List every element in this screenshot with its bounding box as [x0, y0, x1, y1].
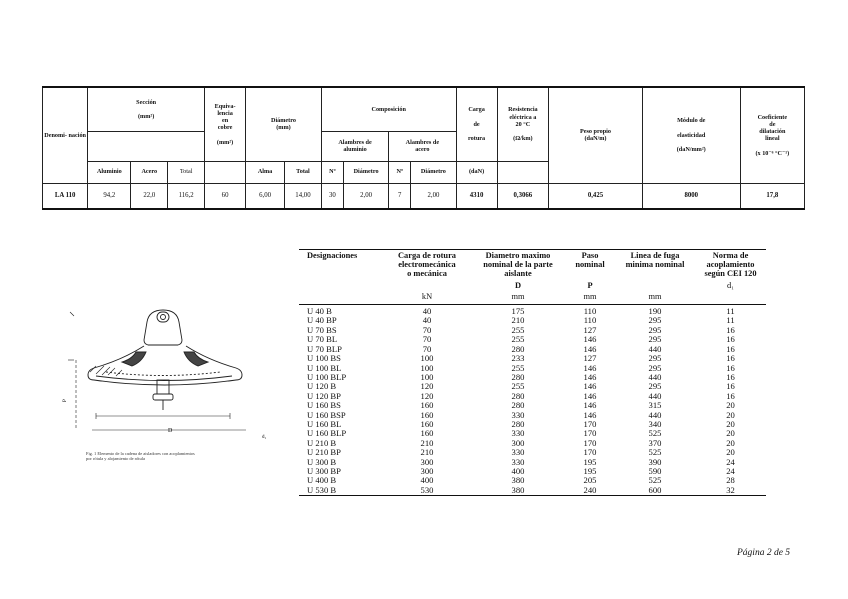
cell-denominacion: LA 110 [43, 183, 88, 209]
cell-diametro-acero: 2,00 [411, 183, 456, 209]
table-cell: 170 [583, 447, 597, 458]
table-cell: 295 [648, 362, 662, 373]
table-cell: 390 [648, 456, 662, 467]
table-cell: 280 [511, 418, 525, 429]
header-alambres-acero: Alambres de acero [389, 131, 456, 161]
table-cell: U 70 BS [307, 324, 337, 335]
table-cell: U 120 BP [307, 390, 341, 401]
symbol-4 [615, 278, 695, 293]
cell-n-acero: 7 [389, 183, 411, 209]
table-cell: 170 [583, 418, 597, 429]
unit-5 [695, 293, 766, 304]
header-modulo [642, 87, 740, 183]
table-cell: 24 [726, 465, 735, 476]
table-cell: U 300 BP [307, 465, 341, 476]
header-composicion: Composición [321, 87, 456, 131]
table-cell: 530 [383, 486, 471, 496]
subheader-carga-unit: (daN) [456, 161, 497, 183]
table-cell: 295 [648, 353, 662, 364]
cell-acero: 22,0 [131, 183, 168, 209]
table-cell: U 40 BP [307, 315, 337, 326]
table-cell: 20 [726, 447, 735, 458]
unit-3: mm [565, 293, 615, 304]
symbol-3: P [587, 281, 593, 291]
unit-1: kN [383, 293, 471, 304]
table-cell: 146 [583, 409, 597, 420]
table-cell: 255 [511, 362, 525, 373]
col-diametro-maximo: Diametro maximo nominal de la parte aislante [471, 250, 565, 279]
header-resistencia-unit: (Ω/km) [513, 134, 533, 142]
table-row [299, 373, 766, 382]
table-cell: 300 [420, 456, 434, 467]
table-cell: 205 [583, 475, 597, 486]
table-cell: 195 [583, 465, 597, 476]
table-cell: 255 [511, 334, 525, 345]
cable-properties-table [42, 86, 805, 210]
cell-aluminio: 94,2 [88, 183, 131, 209]
cell-peso: 0,425 [549, 183, 643, 209]
cell-diametro-total: 14,00 [285, 183, 322, 209]
table-cell: U 70 BLP [307, 343, 342, 354]
table-cell: 295 [648, 381, 662, 392]
header-carga: Carga de rotura [456, 87, 497, 161]
figure-label-d: D [168, 428, 173, 434]
table-cell: 400 [420, 475, 434, 486]
table-cell: 295 [648, 315, 662, 326]
insulator-rows [299, 305, 766, 496]
table-cell: 160 [420, 418, 434, 429]
table-cell: 110 [583, 306, 597, 317]
insulator-drawing [56, 290, 270, 452]
table-row [299, 345, 766, 354]
unit-2: mm [471, 293, 565, 304]
table-cell: 240 [565, 486, 615, 496]
table-cell: 20 [726, 418, 735, 429]
table-cell: 120 [420, 390, 434, 401]
table-cell: 146 [583, 381, 597, 392]
table-cell: 40 [422, 315, 432, 326]
table-cell: U 210 BP [307, 447, 341, 458]
table-cell: 70 [422, 334, 432, 345]
subheader-equivalencia-empty [205, 161, 246, 183]
table-cell: 195 [583, 456, 597, 467]
table-cell: 280 [511, 390, 525, 401]
table-cell: 210 [511, 315, 525, 326]
header-coeficiente-label: Coeficiente de dilatación lineal [757, 113, 788, 143]
table-cell: U 100 BS [307, 353, 341, 364]
col-carga-rotura: Carga de rotura electromecánica o mecánica [383, 250, 471, 279]
subheader-total: Total [168, 161, 205, 183]
table-cell: 20 [726, 428, 735, 439]
table-cell: 233 [511, 353, 525, 364]
table-cell: 440 [648, 343, 662, 354]
table-cell: U 160 BSP [307, 409, 346, 420]
table-cell: 280 [511, 343, 525, 354]
table-row [299, 382, 766, 391]
col-linea-fuga: Linea de fuga minima nominal [615, 250, 695, 279]
table-cell: 11 [726, 315, 735, 326]
table-cell: 16 [726, 381, 735, 392]
subheader-diametro-acero: Diámetro [411, 161, 456, 183]
table-cell: 160 [420, 428, 434, 439]
table-cell: 330 [511, 428, 525, 439]
insulator-designations-table [299, 249, 766, 496]
table-cell: 255 [511, 381, 525, 392]
table-cell: 525 [648, 428, 662, 439]
cell-carga: 4310 [456, 183, 497, 209]
table-row [299, 476, 766, 485]
symbol-0 [299, 278, 383, 293]
table-cell: 100 [420, 362, 434, 373]
cell-equivalencia: 60 [205, 183, 246, 209]
table-cell: U 210 B [307, 437, 337, 448]
table-cell: 210 [420, 447, 434, 458]
table-cell: 525 [648, 447, 662, 458]
table-cell: 315 [648, 400, 662, 411]
table-cell: 40 [422, 306, 432, 317]
table-cell: 300 [420, 465, 434, 476]
table-cell: 330 [511, 409, 525, 420]
table-cell: 24 [726, 456, 735, 467]
table-cell: 120 [420, 381, 434, 392]
header-resistencia-label: Resistencia eléctrica a 20 °C [508, 106, 538, 128]
table-cell: U 160 BL [307, 418, 342, 429]
table-row [299, 392, 766, 401]
table-cell: U 400 B [307, 475, 337, 486]
subheader-alma: Alma [246, 161, 285, 183]
table-cell: 255 [511, 324, 525, 335]
table-cell: 16 [726, 362, 735, 373]
page-number: Página 2 de 5 [737, 548, 791, 558]
table-cell: 280 [511, 400, 525, 411]
table-cell: 380 [471, 486, 565, 496]
figure-label-d1: d₁ [262, 435, 267, 440]
cell-resistencia: 0,3066 [497, 183, 549, 209]
table-cell: U 70 BL [307, 334, 338, 345]
table-cell: 146 [583, 400, 597, 411]
col-paso: Paso nominal [565, 250, 615, 279]
table-cell: 20 [726, 400, 735, 411]
table-cell: 28 [726, 475, 735, 486]
table-cell: 100 [420, 353, 434, 364]
table-cell: 20 [726, 437, 735, 448]
table-cell: 380 [511, 475, 525, 486]
table-cell: 16 [726, 353, 735, 364]
header-peso: Peso propio (daN/m) [549, 87, 643, 183]
subheader-total-diametro: Total [285, 161, 322, 183]
table-row [299, 335, 766, 344]
table-cell: 340 [648, 418, 662, 429]
table-cell: 70 [422, 343, 432, 354]
table-cell: 127 [583, 353, 597, 364]
table-row [299, 439, 766, 448]
figure-label-p: P [63, 399, 68, 402]
table-row [299, 316, 766, 325]
header-seccion-spacer [88, 131, 205, 161]
subheader-aluminio: Aluminio [88, 161, 131, 183]
table-cell: 440 [648, 409, 662, 420]
table-row [299, 448, 766, 457]
table-row [299, 467, 766, 476]
header-diametro: Diámetro (mm) [246, 87, 322, 161]
table-cell: 16 [726, 334, 735, 345]
table-cell: 146 [583, 343, 597, 354]
table-cell: 590 [648, 465, 662, 476]
table-cell: 210 [420, 437, 434, 448]
table-cell: 160 [420, 409, 434, 420]
header-coeficiente [740, 87, 804, 183]
table-cell: 440 [648, 390, 662, 401]
table-row [299, 364, 766, 373]
table-cell: 300 [511, 437, 525, 448]
table-cell: U 100 BLP [307, 371, 347, 382]
header-seccion [88, 87, 205, 131]
subheader-n-acero: Nº [389, 161, 411, 183]
header-coeficiente-unit: (x 10⁻⁶ °C⁻¹) [755, 149, 790, 157]
header-seccion-label: Sección [136, 98, 157, 106]
table-cell: U 160 BLP [307, 428, 347, 439]
table-cell: 146 [583, 362, 597, 373]
table-cell: 32 [695, 486, 766, 496]
subheader-n-aluminio: Nº [321, 161, 343, 183]
table-cell: 295 [648, 334, 662, 345]
table-cell: 400 [511, 465, 525, 476]
table-row [299, 458, 766, 467]
table-row [299, 326, 766, 335]
subheader-diametro-aluminio: Diámetro [343, 161, 388, 183]
table-cell: 70 [422, 324, 432, 335]
table-row [299, 420, 766, 429]
table-cell: 525 [648, 475, 662, 486]
table-cell: 170 [583, 437, 597, 448]
table-cell: U 530 B [299, 486, 383, 496]
table-row [299, 354, 766, 363]
table-cell: 146 [583, 390, 597, 401]
col-designaciones: Designaciones [299, 250, 383, 279]
table-row [299, 401, 766, 410]
table-cell: 175 [511, 306, 525, 317]
symbol-2: D [514, 281, 522, 291]
cell-n-aluminio: 30 [321, 183, 343, 209]
col-norma: Norma de acoplamiento según CEI 120 [695, 250, 766, 279]
table-cell: 110 [583, 315, 597, 326]
table-cell: 440 [648, 371, 662, 382]
table-cell: 190 [648, 306, 662, 317]
table-cell: U 40 B [307, 306, 332, 317]
table-cell: 170 [583, 428, 597, 439]
table-row [299, 429, 766, 438]
header-equivalencia-unit: (mm²) [216, 138, 234, 146]
header-resistencia [497, 87, 549, 161]
table-cell: 295 [648, 324, 662, 335]
table-cell: 16 [726, 390, 735, 401]
table-cell: 100 [420, 371, 434, 382]
table-cell: U 160 BS [307, 400, 341, 411]
table-cell: 330 [511, 447, 525, 458]
header-modulo-unit: (daN/mm²) [676, 145, 706, 153]
table-cell: 11 [726, 306, 735, 317]
table-cell: 127 [583, 324, 597, 335]
cell-diametro-aluminio: 2,00 [343, 183, 388, 209]
header-modulo-label: Módulo de elasticidad [677, 117, 706, 139]
symbol-1 [383, 278, 471, 293]
table-cell: 370 [648, 437, 662, 448]
table-cell: U 300 B [307, 456, 337, 467]
header-seccion-unit: (mm²) [138, 113, 155, 120]
figure-caption: Fig. 1 Elemento de la cadena de aisladores con acoplamientos por rótula y alojamiento de rótula [86, 451, 195, 461]
header-equivalencia-label: Equiva- lencia en cobre [214, 102, 236, 132]
table-row [299, 305, 766, 317]
header-alambres-aluminio: Alambres de aluminio [321, 131, 388, 161]
table-cell: 280 [511, 371, 525, 382]
table-cell: 16 [726, 371, 735, 382]
symbol-5: d₁ [726, 281, 735, 291]
table-cell: 146 [583, 334, 597, 345]
unit-4: mm [615, 293, 695, 304]
cell-coeficiente: 17,8 [740, 183, 804, 209]
table-cell: 160 [420, 400, 434, 411]
table-row [299, 411, 766, 420]
subheader-resistencia-empty [497, 161, 549, 183]
table-cell: 20 [726, 409, 735, 420]
subheader-acero: Acero [131, 161, 168, 183]
table-cell: 600 [615, 486, 695, 496]
cell-alma: 6,00 [246, 183, 285, 209]
cell-modulo: 8000 [642, 183, 740, 209]
header-denominacion: Denomi- nación [43, 87, 88, 183]
header-equivalencia [205, 87, 246, 161]
table-cell: 146 [583, 371, 597, 382]
table-cell: U 100 BL [307, 362, 342, 373]
table-cell: U 120 B [307, 381, 337, 392]
table-cell: 16 [726, 324, 735, 335]
table-row [299, 486, 766, 496]
table-cell: 330 [511, 456, 525, 467]
table-cell: 16 [726, 343, 735, 354]
unit-0 [299, 293, 383, 304]
cell-total: 116,2 [168, 183, 205, 209]
